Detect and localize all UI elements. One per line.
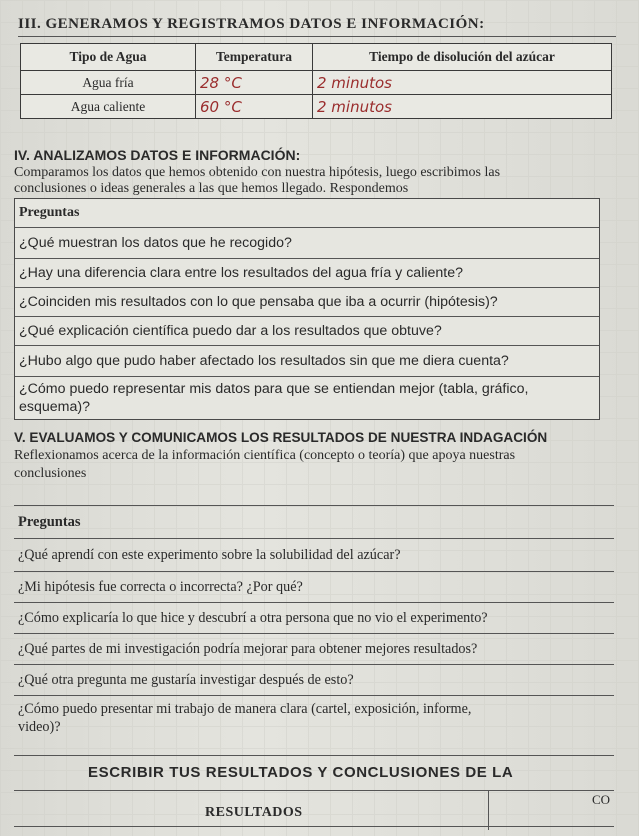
table-row [21, 71, 612, 95]
section-5-intro-1: Reflexionamos acerca de la información científica (concepto o teoría) que apoya nuestras [14, 448, 516, 463]
section-5-title: V. EVALUAMOS Y COMUNICAMOS LOS RESULTADOS DE NUESTRA INDAGACIÓN [14, 430, 548, 445]
list-item: ¿Qué partes de mi investigación podría mejorar para obtener mejores resultados? [14, 633, 614, 664]
footer-divider [488, 790, 489, 830]
list-item: ¿Coinciden mis resultados con lo que pensaba que iba a ocurrir (hipótesis)? [15, 287, 599, 316]
questions-table-v [14, 505, 614, 740]
list-item: ¿Mi hipótesis fue correcta o incorrecta? ¿Por qué? [14, 571, 614, 602]
question-line: video)? [18, 719, 61, 735]
footer-banner: ESCRIBIR TUS RESULTADOS Y CONCLUSIONES DE LA [88, 764, 514, 781]
cell-temp-caliente: 60 °C [196, 95, 313, 119]
section-5-intro-2: conclusiones [14, 466, 87, 481]
footer-col-resultados: RESULTADOS [205, 805, 303, 820]
question-line: ¿Cómo puedo presentar mi trabajo de manera clara (cartel, exposición, informe, [18, 701, 472, 717]
footer-rule-mid [14, 790, 614, 791]
list-item: ¿Hay una diferencia clara entre los resultados del agua fría y caliente? [15, 258, 599, 287]
questions-header: Preguntas [14, 505, 614, 538]
question-line: esquema)? [19, 399, 90, 415]
cell-tiempo-fria: 2 minutos [313, 71, 612, 95]
list-item: ¿Qué explicación científica puedo dar a los resultados que obtuve? [15, 316, 599, 345]
list-item: ¿Qué aprendí con este experimento sobre la solubilidad del azúcar? [14, 538, 614, 571]
header-tipo-agua: Tipo de Agua [21, 44, 196, 71]
header-tiempo: Tiempo de disolución del azúcar [313, 44, 612, 71]
table-row [21, 95, 612, 119]
list-item: ¿Hubo algo que pudo haber afectado los resultados sin que me diera cuenta? [15, 345, 599, 376]
list-item: ¿Qué muestran los datos que he recogido? [15, 227, 599, 258]
list-item [15, 376, 599, 419]
data-table [20, 43, 612, 119]
cell-agua-fria: Agua fría [21, 71, 196, 95]
cell-agua-caliente: Agua caliente [21, 95, 196, 119]
cell-temp-fria: 28 °C [196, 71, 313, 95]
cell-tiempo-caliente: 2 minutos [313, 95, 612, 119]
questions-table-iv [14, 198, 600, 420]
list-item: ¿Cómo explicaría lo que hice y descubrí a otra persona que no vio el experimento? [14, 602, 614, 633]
header-temperatura: Temperatura [196, 44, 313, 71]
footer-col-conclusiones: CO [592, 792, 611, 807]
section-4-intro-1: Comparamos los datos que hemos obtenido con nuestra hipótesis, luego escribimos las [14, 165, 501, 180]
list-item [14, 695, 614, 740]
data-table-header [21, 44, 612, 71]
question-line: ¿Cómo puedo representar mis datos para que se entiendan mejor (tabla, gráfico, [19, 381, 529, 397]
list-item: ¿Qué otra pregunta me gustaría investigar después de esto? [14, 664, 614, 695]
footer-rule-top [14, 755, 614, 756]
section-3-rule [18, 36, 616, 37]
section-3-title: III. GENERAMOS Y REGISTRAMOS DATOS E INFORMACIÓN: [18, 16, 485, 32]
questions-header: Preguntas [19, 205, 80, 220]
footer-rule-bottom [14, 826, 614, 827]
section-4-intro-2: conclusiones o ideas generales a las que hemos llegado. Respondemos [14, 181, 409, 196]
section-4-title: IV. ANALIZAMOS DATOS E INFORMACIÓN: [14, 147, 301, 163]
